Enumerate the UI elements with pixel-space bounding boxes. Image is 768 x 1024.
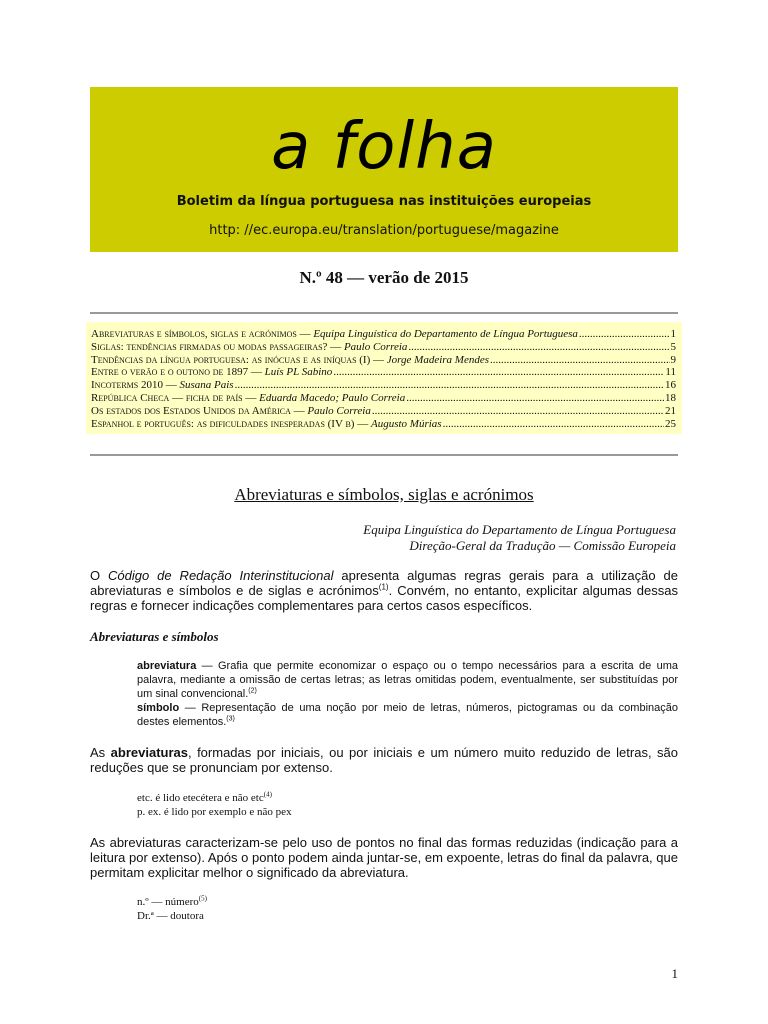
toc-leader-dots xyxy=(490,354,670,366)
toc-item-author: Jorge Madeira Mendes xyxy=(386,353,489,366)
footnote-ref: (5) xyxy=(198,894,207,903)
toc-item-author: Eduarda Macedo; Paulo Correia xyxy=(259,392,406,404)
toc-item[interactable] xyxy=(91,328,676,340)
toc-leader-dots xyxy=(333,366,664,378)
toc-item[interactable] xyxy=(91,354,676,366)
toc-item-page: 21 xyxy=(665,404,676,417)
example-text: etc. é lido etecétera e não etc xyxy=(137,792,264,804)
divider-top xyxy=(90,312,678,314)
para-text: O xyxy=(90,568,109,583)
definition-text: — Grafia que permite economizar o espaço ou o tempo necessários para a escrita de uma palavra, mediante a omissão de certas letras; as letras omitidas podem, eventualmente, ser substituídas por um sinal convencional. xyxy=(137,660,678,700)
footnote-ref: (4) xyxy=(263,790,272,799)
toc-item-title: Siglas: tendências firmadas ou modas passageiras? — xyxy=(91,340,342,353)
code-title: Código de Redação Interinstitucional xyxy=(108,568,334,583)
article-byline-team: Equipa Linguística do Departamento de Língua Portuguesa xyxy=(363,522,676,537)
toc-leader-dots xyxy=(235,379,664,391)
example-doutora: Dr.ª — doutora xyxy=(137,910,204,922)
toc-item-author: Susana Pais xyxy=(179,379,234,392)
divider-bottom xyxy=(90,454,678,456)
toc-leader-dots xyxy=(443,418,664,430)
masthead-title: a folha xyxy=(271,110,497,184)
toc-item-page: 16 xyxy=(665,379,676,392)
definition-abreviatura xyxy=(137,659,678,701)
toc-item-page: 1 xyxy=(670,328,676,340)
toc-item[interactable] xyxy=(91,392,676,404)
section-heading: Abreviaturas e símbolos xyxy=(90,629,219,644)
issue-line: N.º 48 — verão de 2015 xyxy=(299,268,469,287)
masthead-url: http: //ec.europa.eu/translation/portuguese/magazine xyxy=(209,223,559,238)
page-number: 1 xyxy=(671,966,678,981)
table-of-contents xyxy=(86,322,682,434)
toc-item-author: Equipa Linguística do Departamento de Língua Portuguesa xyxy=(313,328,578,340)
footnote-ref: (2) xyxy=(248,687,257,695)
article-byline-dept: Direção-Geral da Tradução — Comissão Europeia xyxy=(409,538,676,553)
paragraph-abreviaturas xyxy=(90,745,678,775)
toc-item[interactable] xyxy=(91,366,676,378)
paragraph-pontos: As abreviaturas caracterizam-se pelo uso de pontos no final das formas reduzidas (indicação para a leitura por extenso). Após o ponto podem ainda juntar-se, em expoente, letras do final da palavra, que permitam explicitar melhor o significado da abreviatura. xyxy=(90,835,678,880)
definition-term: abreviatura xyxy=(137,660,197,672)
toc-item-title: Entre o verão e o outono de 1897 — xyxy=(91,366,262,379)
footnote-ref: (1) xyxy=(378,582,389,592)
definition-term: símbolo xyxy=(137,702,180,714)
toc-item-title: Incoterms 2010 — xyxy=(91,379,177,392)
footnote-ref: (3) xyxy=(226,715,235,723)
toc-leader-dots xyxy=(579,328,670,340)
example-etc xyxy=(137,791,272,805)
toc-item[interactable] xyxy=(91,418,676,430)
toc-item[interactable] xyxy=(91,405,676,417)
article-title: Abreviaturas e símbolos, siglas e acrónimos xyxy=(234,485,534,504)
toc-item-title: Tendências da língua portuguesa: as inócuas e as iníquas (I) — xyxy=(91,353,385,366)
toc-leader-dots xyxy=(406,392,664,404)
toc-item-author: Paulo Correia xyxy=(307,404,371,417)
toc-item[interactable] xyxy=(91,341,676,353)
toc-leader-dots xyxy=(372,405,664,417)
toc-item-author: Paulo Correia xyxy=(343,340,408,353)
example-numero xyxy=(137,895,207,909)
toc-item-page: 11 xyxy=(665,366,676,379)
masthead-banner xyxy=(90,87,678,252)
para-text: . Convém, no entanto, explicitar algumas dessas regras e fornecer indicações complementares para certos casos específicos. xyxy=(90,583,678,613)
toc-item-title: Espanhol e português: as dificuldades inesperadas (IV b) — xyxy=(91,417,369,430)
toc-item[interactable] xyxy=(91,379,676,391)
toc-item-page: 25 xyxy=(665,417,676,430)
paragraph-intro xyxy=(90,568,678,613)
toc-item-page: 9 xyxy=(670,353,676,366)
example-pex: p. ex. é lido por exemplo e não pex xyxy=(137,806,292,818)
toc-item-title: República Checa — ficha de país — xyxy=(91,392,257,404)
toc-leader-dots xyxy=(408,341,669,353)
definition-simbolo xyxy=(137,701,678,729)
example-text: n.º — número xyxy=(137,896,199,908)
bold-term: abreviaturas xyxy=(110,745,188,760)
toc-item-author: Luís PL Sabino xyxy=(264,366,333,379)
toc-item-title: Abreviaturas e símbolos, siglas e acrónimos — xyxy=(91,328,311,340)
toc-item-title: Os estados dos Estados Unidos da América — xyxy=(91,404,305,417)
masthead-subtitle: Boletim da língua portuguesa nas instituições europeias xyxy=(176,194,592,209)
definition-text: — Representação de uma noção por meio de letras, números, pictogramas ou da combinação destes elementos. xyxy=(137,702,678,728)
para-text: apresenta algumas regras gerais para a utilização de abreviaturas e símbolos e de siglas e acrónimos xyxy=(90,568,679,598)
para-text: , formadas por iniciais, ou por iniciais e um número muito reduzido de letras, são reduções que se pronunciam por extenso. xyxy=(90,745,678,775)
toc-item-page: 5 xyxy=(670,340,676,353)
para-text: As xyxy=(90,745,111,760)
toc-item-author: Augusto Múrias xyxy=(370,417,442,430)
toc-item-page: 18 xyxy=(665,392,676,404)
